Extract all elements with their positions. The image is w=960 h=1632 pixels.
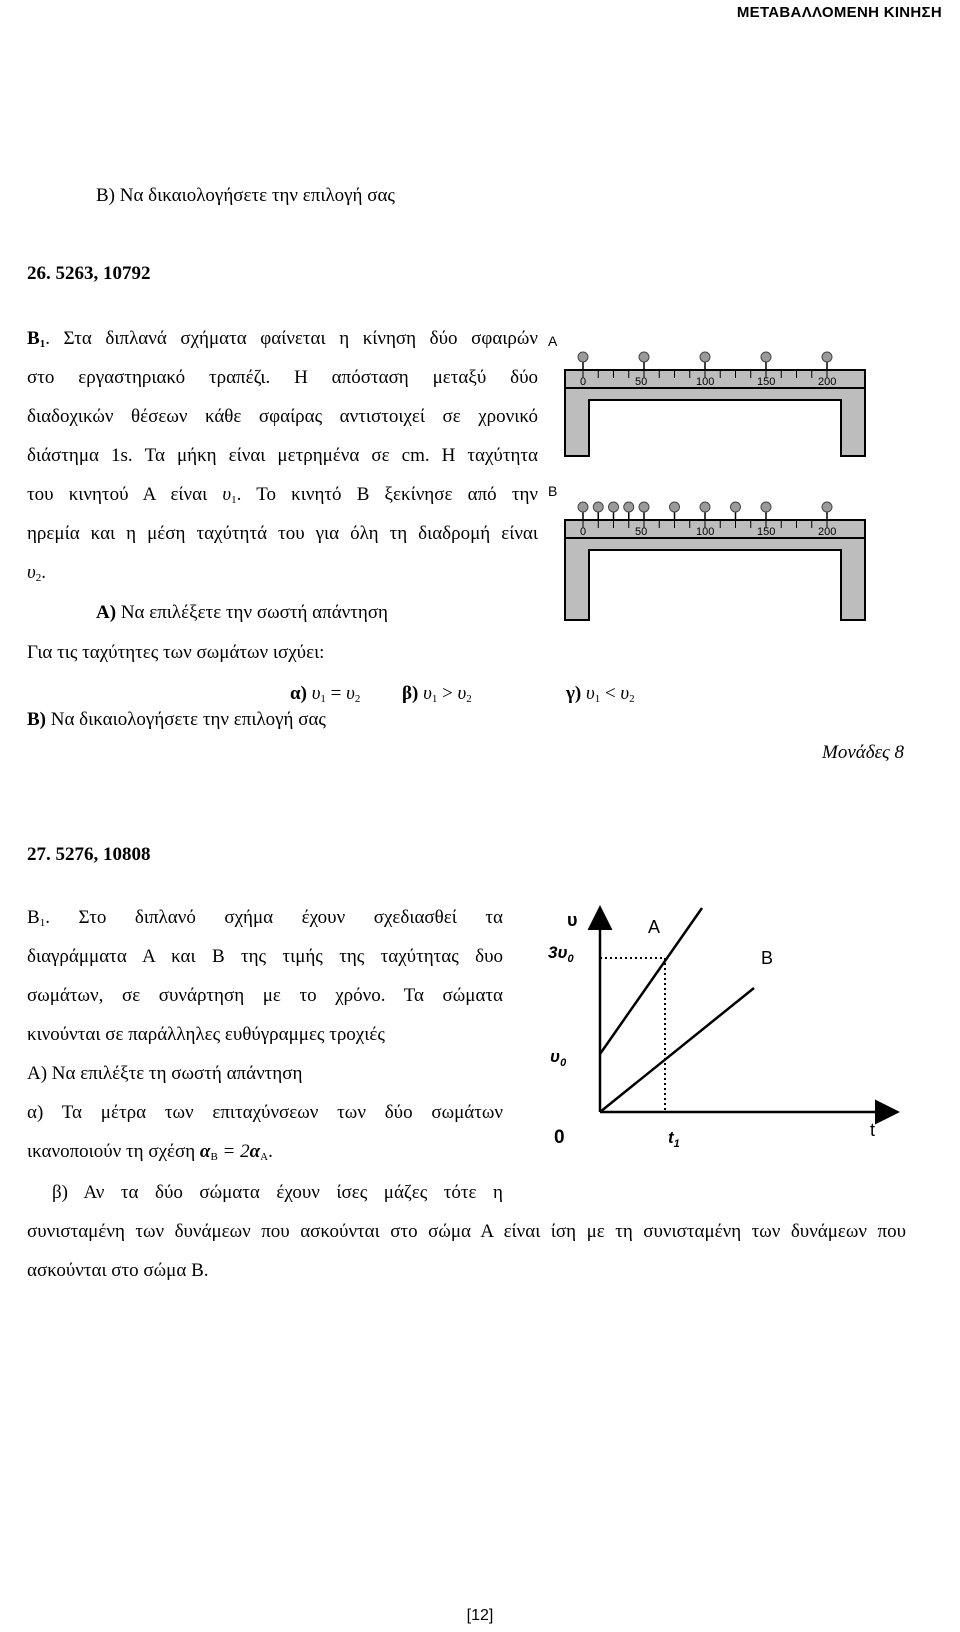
q27-accel-relation: ικανοποιούν τη σχέση $\alpha_B = 2\alpha_A$. — [27, 1141, 273, 1163]
track-a-tick-label: 0 — [580, 376, 587, 388]
track-a-ball — [700, 352, 710, 362]
track-a-ball — [639, 352, 649, 362]
graph-x-label: t — [870, 1120, 876, 1140]
velocity-time-graph — [540, 900, 900, 1175]
q26-line-4: διάστημα 1s. Τα μήκη είναι μετρημένα σε cm. Η ταχύτητα — [27, 445, 538, 466]
q27-line-4: κινούνται σε παράλληλες ευθύγραμμες τροχιές — [27, 1024, 385, 1045]
q26-option-b: β) $\upsilon_1 > \upsilon_2$ — [402, 683, 472, 705]
q26-points: Μονάδες 8 — [822, 742, 905, 763]
q26-line-5: του κινητού Α είναι $\upsilon_1$. Το κινητό Β ξεκίνησε από την — [27, 484, 539, 506]
q26-line-1: $B_1$. Στα διπλανά σχήματα φαίνεται η κίνηση δύο σφαιρών — [27, 328, 538, 350]
q26-option-c: γ) $\upsilon_1 < \upsilon_2$ — [566, 683, 635, 705]
q27-title: 27. 5276, 10808 — [27, 844, 151, 865]
q26-prompt: Για τις ταχύτητες των σωμάτων ισχύει: — [27, 642, 325, 663]
q26-line-7: $\upsilon_2$. — [27, 562, 46, 584]
graph-tick-3v0: $3\upsilon_0$ — [548, 943, 574, 965]
q27-line-2: διαγράμματα Α και Β της τιμής της ταχύτητας δυο — [27, 946, 503, 967]
graph-tick-v0: $\upsilon_0$ — [550, 1047, 567, 1069]
track-b-ball — [609, 502, 619, 512]
track-b-ball — [578, 502, 588, 512]
track-a-tick-label: 100 — [696, 376, 715, 388]
q26-line-6: ηρεμία και η μέση ταχύτητά του για όλη τη διαδρομή είναι — [27, 523, 538, 544]
track-a-ball — [578, 352, 588, 362]
track-b-ball — [822, 502, 832, 512]
graph-tick-t1: $t_1$ — [668, 1128, 680, 1150]
track-b-ball — [639, 502, 649, 512]
track-a-ball — [822, 352, 832, 362]
track-b-tick-label: 50 — [635, 526, 648, 538]
page-header-title: ΜΕΤΑΒΑΛΛΟΜΕΝΗ ΚΙΝΗΣΗ — [736, 4, 942, 21]
track-b-ball — [670, 502, 680, 512]
graph-line-b-label: B — [761, 948, 774, 968]
track-b-tick-label: 100 — [696, 526, 715, 538]
track-a-tick-label: 150 — [757, 376, 776, 388]
figure-label-a: A — [548, 333, 558, 349]
q26-line-3: διαδοχικών θέσεων κάθε σφαίρας αντιστοιχεί σε χρονικό — [27, 406, 538, 427]
graph-y-label: υ — [567, 910, 578, 930]
graph-origin: 0 — [554, 1127, 565, 1148]
track-b-ball — [700, 502, 710, 512]
top-question-text: Β) Να δικαιολογήσετε την επιλογή σας — [96, 185, 395, 206]
graph-line-b — [600, 988, 754, 1112]
track-b-ball — [593, 502, 603, 512]
graph-line-a-label: A — [648, 917, 661, 937]
q27-line-5: Α) Να επιλέξτε τη σωστή απάντηση — [27, 1063, 303, 1084]
track-b-tick-label: 200 — [818, 526, 837, 538]
q26-option-a: α) $\upsilon_1 = \upsilon_2$ — [290, 683, 361, 705]
q26-part-a: Α) Να επιλέξετε την σωστή απάντηση — [96, 602, 388, 623]
track-b-tick-label: 150 — [757, 526, 776, 538]
track-b-ball — [624, 502, 634, 512]
track-a-table — [565, 388, 865, 456]
track-a-tick-label: 50 — [635, 376, 648, 388]
q27-line-1: $B_1$. Στο διπλανό σχήμα έχουν σχεδιασθεί τα — [27, 907, 503, 929]
track-a-ball — [761, 352, 771, 362]
q27-last-line-2: ασκούνται στο σώμα Β. — [27, 1260, 209, 1281]
q27-beta: β) Αν τα δύο σώματα έχουν ίσες μάζες τότε η — [52, 1182, 503, 1203]
track-b-ball — [731, 502, 741, 512]
q27-line-6: α) Τα μέτρα των επιταχύνσεων των δύο σωμάτων — [27, 1102, 503, 1123]
page-number: [12] — [466, 1607, 494, 1624]
track-b-tick-label: 0 — [580, 526, 587, 538]
track-b-ball — [761, 502, 771, 512]
q27-last-line-1: συνισταμένη των δυνάμεων που ασκούνται στο σώμα Α είναι ίση με τη συνισταμένη των δυνάμεων που — [27, 1221, 906, 1242]
q27-line-3: σωμάτων, σε συνάρτηση με το χρόνο. Τα σώματα — [27, 985, 503, 1006]
q26-part-b: Β) Να δικαιολογήσετε την επιλογή σας — [27, 709, 326, 730]
q26-line-2: στο εργαστηριακό τραπέζι. Η απόσταση μεταξύ δύο — [27, 367, 538, 388]
track-b-table — [565, 538, 865, 620]
figure-label-b: B — [548, 483, 558, 499]
q26-figure — [545, 330, 875, 630]
track-a-tick-label: 200 — [818, 376, 837, 388]
q26-title: 26. 5263, 10792 — [27, 263, 151, 284]
